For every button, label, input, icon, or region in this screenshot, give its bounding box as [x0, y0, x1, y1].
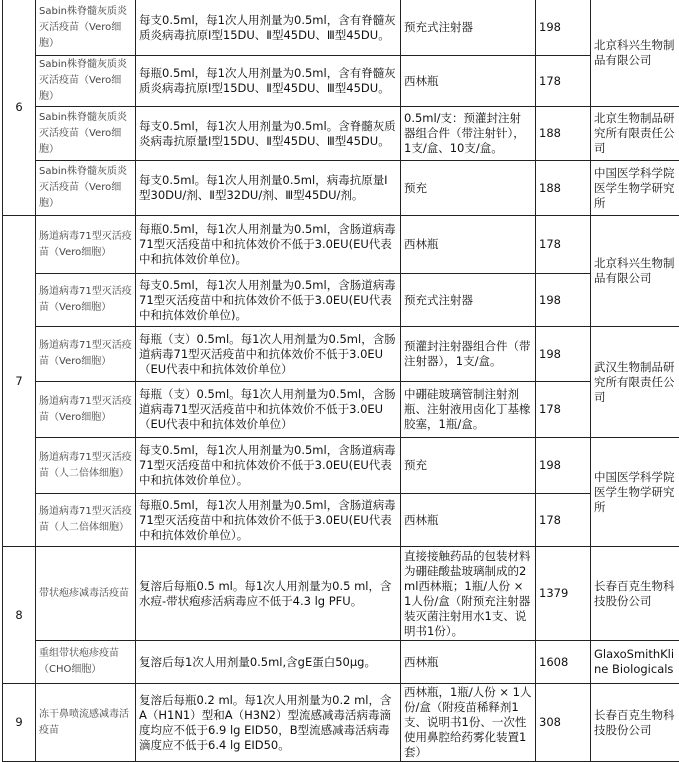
- specification: 每支0.5ml。每1次人用剂量0.5ml，病毒抗原量Ⅰ型30DU/剂、Ⅱ型32DU/剂、Ⅲ型45DU/剂。: [136, 161, 401, 216]
- table-row: [3, 382, 679, 438]
- vaccine-name: 肠道病毒71型灭活疫苗（Vero细胞）: [36, 216, 136, 274]
- packaging: 西林瓶: [401, 56, 536, 107]
- specification: 每瓶0.5ml，每1次人用剂量为0.5ml，含有脊髓灰质炎病毒抗原Ⅰ型15DU、Ⅱ型45DU、Ⅲ型45DU。: [136, 56, 401, 107]
- manufacturer: 中国医学科学院医学生物学研究所: [591, 438, 679, 547]
- vaccine-name: 肠道病毒71型灭活疫苗（Vero细胞）: [36, 327, 136, 382]
- price: 188: [536, 161, 591, 216]
- price: 178: [536, 216, 591, 274]
- specification: 每支0.5ml，每1次人用剂量为0.5ml，含肠道病毒71型灭活疫苗中和抗体效价不低于3.0EU(EU代表中和抗体效价单位）。: [136, 438, 401, 494]
- specification: 复溶后每1次人用剂量0.5ml,含gE蛋白50μg。: [136, 641, 401, 684]
- price: 198: [536, 438, 591, 494]
- price: 1608: [536, 641, 591, 684]
- packaging: 预灌封注射器组合件（带注射器），1支/盒。: [401, 327, 536, 382]
- price: 178: [536, 382, 591, 438]
- packaging: 西林瓶: [401, 216, 536, 274]
- manufacturer: 北京生物制品研究所有限责任公司: [591, 107, 679, 161]
- manufacturer: 长春百克生物科技股份公司: [591, 547, 679, 641]
- packaging: 直接接触药品的包装材料为硼硅酸盐玻璃制成的2ml西林瓶；1瓶/人份 × 1人份/盒（附预充注射器装灭菌注射用水1支、说明书1份）。: [401, 547, 536, 641]
- table-row: [3, 0, 679, 56]
- manufacturer: 中国医学科学院医学生物学研究所: [591, 161, 679, 216]
- price: 198: [536, 327, 591, 382]
- table-row: [3, 641, 679, 684]
- manufacturer: 北京科兴生物制品有限公司: [591, 216, 679, 327]
- specification: 每瓶（支）0.5ml。每1次人用剂量为0.5ml，含肠道病毒71型灭活疫苗中和抗体效价不低于3.0EU（EU代表中和抗体效价单位）: [136, 382, 401, 438]
- price: 308: [536, 684, 591, 762]
- vaccine-name: 肠道病毒71型灭活疫苗（人二倍体细胞）: [36, 438, 136, 494]
- specification: 每瓶（支）0.5ml。每1次人用剂量为0.5ml，含肠道病毒71型灭活疫苗中和抗体效价不低于3.0EU（EU代表中和抗体效价单位）: [136, 327, 401, 382]
- table-row: [3, 684, 679, 762]
- specification: 每支0.5ml，每1次人用剂量为0.5ml。含脊髓灰质炎病毒抗原量Ⅰ型15DU、Ⅱ型45DU、Ⅲ型45DU。: [136, 107, 401, 161]
- vaccine-name: 肠道病毒71型灭活疫苗（Vero细胞）: [36, 274, 136, 327]
- vaccine-name: 重组带状疱疹疫苗（CHO细胞）: [36, 641, 136, 684]
- vaccine-name: 肠道病毒71型灭活疫苗（人二倍体细胞）: [36, 494, 136, 547]
- manufacturer: 武汉生物制品研究所有限责任公司: [591, 327, 679, 438]
- specification: 每支0.5ml，每1次人用剂量为0.5ml，含有脊髓灰质炎病毒抗原Ⅰ型15DU、Ⅱ型45DU、Ⅲ型45DU。: [136, 0, 401, 56]
- group-number: 6: [3, 0, 36, 216]
- price: 1379: [536, 547, 591, 641]
- packaging: 西林瓶: [401, 641, 536, 684]
- price: 178: [536, 494, 591, 547]
- group-number: 8: [3, 547, 36, 684]
- manufacturer: 北京科兴生物制品有限公司: [591, 0, 679, 107]
- table-row: [3, 547, 679, 641]
- manufacturer: GlaxoSmithKline Biologicals: [591, 641, 679, 684]
- price: 198: [536, 274, 591, 327]
- packaging: 预充式注射器: [401, 274, 536, 327]
- specification: 复溶后每瓶0.2 ml。每1次人用剂量为0.2 ml，含A（H1N1）型和A（H3N2）型流感减毒活病毒滴度均应不低于6.9 lg EID50，B型流感减毒活病毒滴度应不低于6.4 lg EID50。: [136, 684, 401, 762]
- table-row: [3, 107, 679, 161]
- specification: 每瓶0.5ml，每1次人用剂量为0.5ml，含肠道病毒71型灭活疫苗中和抗体效价不低于3.0EU(EU代表中和抗体效价单位)。: [136, 216, 401, 274]
- packaging: 预充: [401, 161, 536, 216]
- packaging: 预充式注射器: [401, 0, 536, 56]
- vaccine-name: Sabin株脊髓灰质炎灭活疫苗（Vero细胞）: [36, 107, 136, 161]
- table-row: [3, 161, 679, 216]
- vaccine-name: 冻干鼻喷流感减毒活疫苗: [36, 684, 136, 762]
- table-row: [3, 438, 679, 494]
- vaccine-name: Sabin株脊髓灰质炎灭活疫苗（Vero细胞）: [36, 56, 136, 107]
- vaccine-name: 带状疱疹减毒活疫苗: [36, 547, 136, 641]
- manufacturer: 长春百克生物科技股份公司: [591, 684, 679, 762]
- table-row: [3, 216, 679, 274]
- packaging: 西林瓶，1瓶/人份 × 1人份/盒（附疫苗稀释剂1支、说明书1份、一次性使用鼻腔给药雾化装置1套）: [401, 684, 536, 762]
- group-number: 9: [3, 684, 36, 762]
- packaging: 西林瓶: [401, 494, 536, 547]
- vaccine-name: Sabin株脊髓灰质炎灭活疫苗（Vero细胞）: [36, 161, 136, 216]
- vaccine-name: Sabin株脊髓灰质炎灭活疫苗（Vero细胞）: [36, 0, 136, 56]
- group-number: 7: [3, 216, 36, 547]
- table-row: [3, 274, 679, 327]
- packaging: 0.5ml/支：预灌封注射器组合件（带注射针），1支/盒、10支/盒。: [401, 107, 536, 161]
- table-row: [3, 327, 679, 382]
- price: 178: [536, 56, 591, 107]
- specification: 每瓶0.5ml，每1次人用剂量为0.5ml，含肠道病毒71型灭活疫苗中和抗体效价不低于3.0EU(EU代表中和抗体效价单位）。: [136, 494, 401, 547]
- price: 198: [536, 0, 591, 56]
- packaging: 预充: [401, 438, 536, 494]
- vaccine-name: 肠道病毒71型灭活疫苗（Vero细胞）: [36, 382, 136, 438]
- specification: 复溶后每瓶0.5 ml。每1次人用剂量为0.5 ml，含水痘-带状疱疹活病毒应不低于4.3 lg PFU。: [136, 547, 401, 641]
- packaging: 中硼硅玻璃管制注射剂瓶、注射液用卤化丁基橡胶塞，1瓶/盒。: [401, 382, 536, 438]
- specification: 每支0.5ml，每1次人用剂量为0.5ml，含肠道病毒71型灭活疫苗中和抗体效价不低于3.0EU(EU代表中和抗体效价单位)。: [136, 274, 401, 327]
- price: 188: [536, 107, 591, 161]
- vaccine-price-table: [2, 0, 679, 762]
- table-row: [3, 494, 679, 547]
- table-row: [3, 56, 679, 107]
